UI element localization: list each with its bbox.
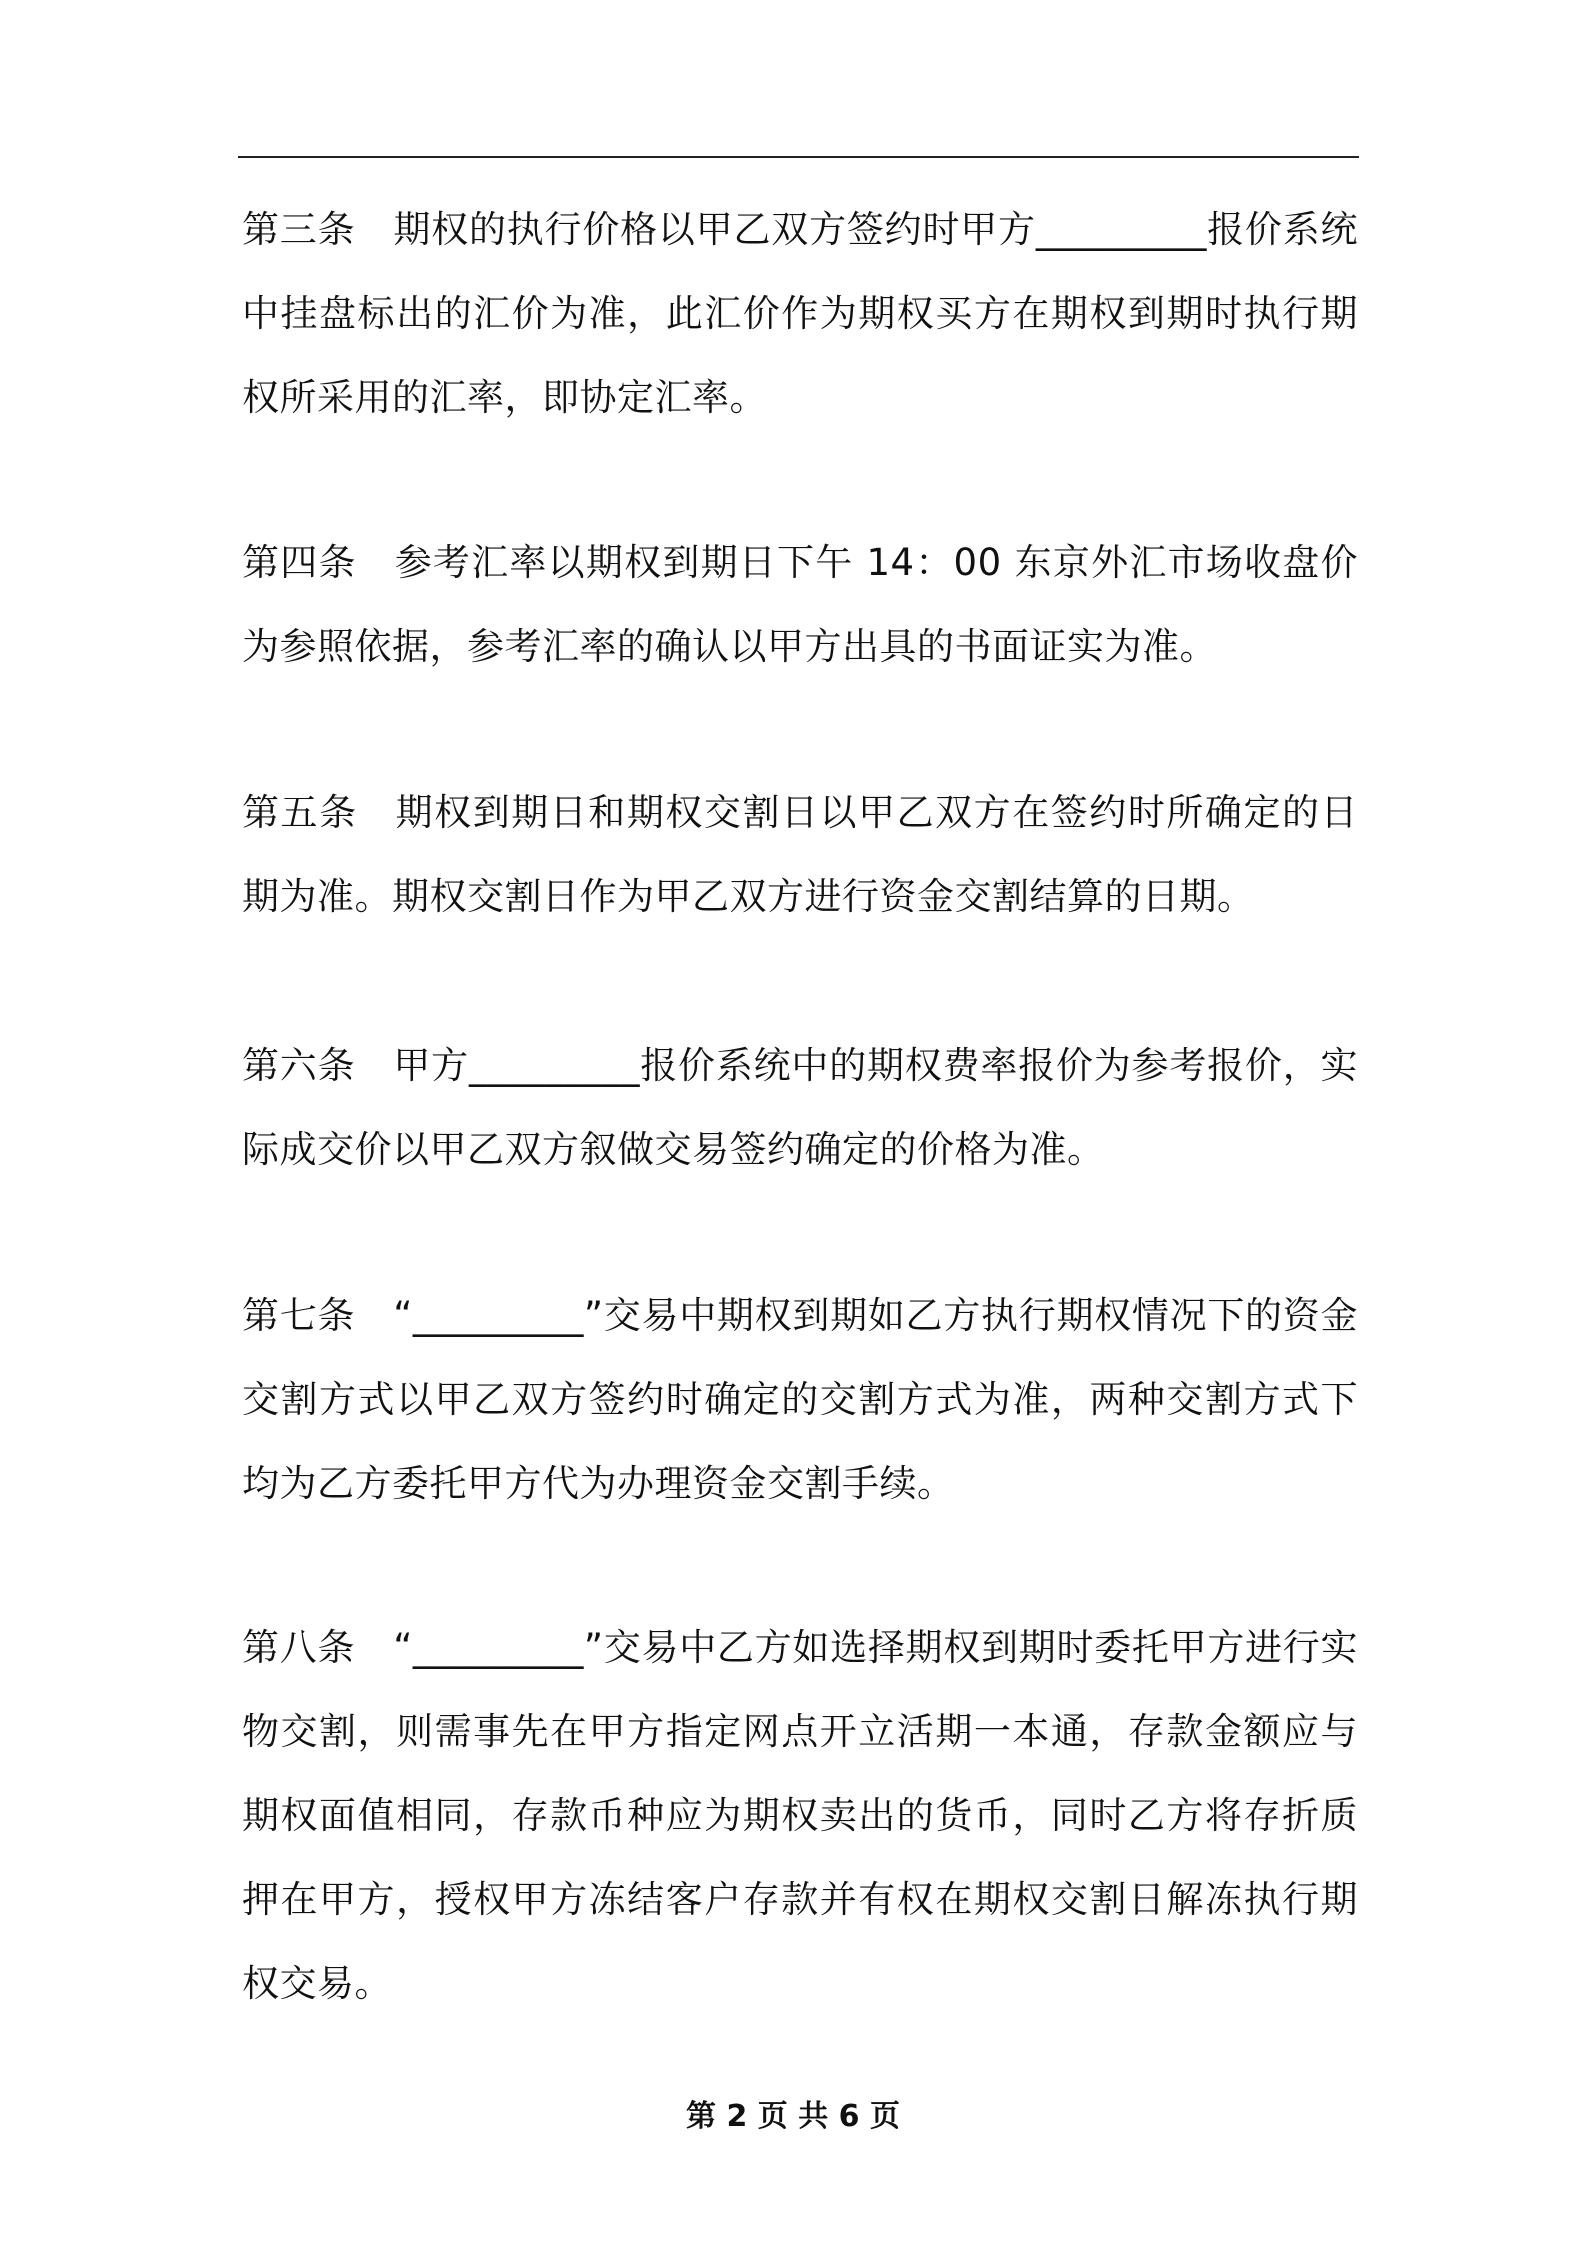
article-6-title: 第六条 — [242, 1044, 356, 1087]
article-4-title: 第四条 — [242, 541, 357, 584]
article-7-text: “_________”交易中期权到期如乙方执行期权情况下的资金交割方式以甲乙双方签约时确定的交割方式为准，两种交割方式下均为乙方委托甲方代为办理资金交割手续。 — [242, 1294, 1359, 1505]
header-rule — [238, 156, 1359, 158]
article-7 — [242, 1274, 1358, 1526]
article-5-title: 第五条 — [242, 791, 358, 834]
article-6-text: 甲方_________报价系统中的期权费率报价为参考报价，实际成交价以甲乙双方叙做交易签约确定的价格为准。 — [242, 1044, 1358, 1171]
article-6 — [242, 1024, 1358, 1192]
article-3 — [242, 188, 1358, 440]
article-5 — [242, 771, 1358, 939]
article-3-text: 期权的执行价格以甲乙双方签约时甲方_________报价系统中挂盘标出的汇价为准，此汇价作为期权买方在期权到期时执行期权所采用的汇率，即协定汇率。 — [242, 208, 1358, 419]
article-8-text: “_________”交易中乙方如选择期权到期时委托甲方进行实物交割，则需事先在甲方指定网点开立活期一本通，存款金额应与期权面值相同，存款币种应为期权卖出的货币，同时乙方将存折质押在甲方，授权甲方冻结客户存款并有权在期权交割日解冻执行期权交易。 — [242, 1626, 1359, 2005]
article-8 — [242, 1606, 1358, 2026]
article-8-title: 第八条 — [242, 1626, 356, 1669]
article-3-title: 第三条 — [242, 208, 356, 251]
article-5-text: 期权到期日和期权交割日以甲乙双方在签约时所确定的日期为准。期权交割日作为甲乙双方进行资金交割结算的日期。 — [242, 791, 1359, 918]
page-number: 第 2 页 共 6 页 — [686, 2099, 900, 2134]
article-4-text: 参考汇率以期权到期日下午 14：00 东京外汇市场收盘价为参照依据，参考汇率的确认以甲方出具的书面证实为准。 — [242, 541, 1358, 668]
article-7-title: 第七条 — [242, 1294, 356, 1337]
article-4 — [242, 521, 1358, 689]
